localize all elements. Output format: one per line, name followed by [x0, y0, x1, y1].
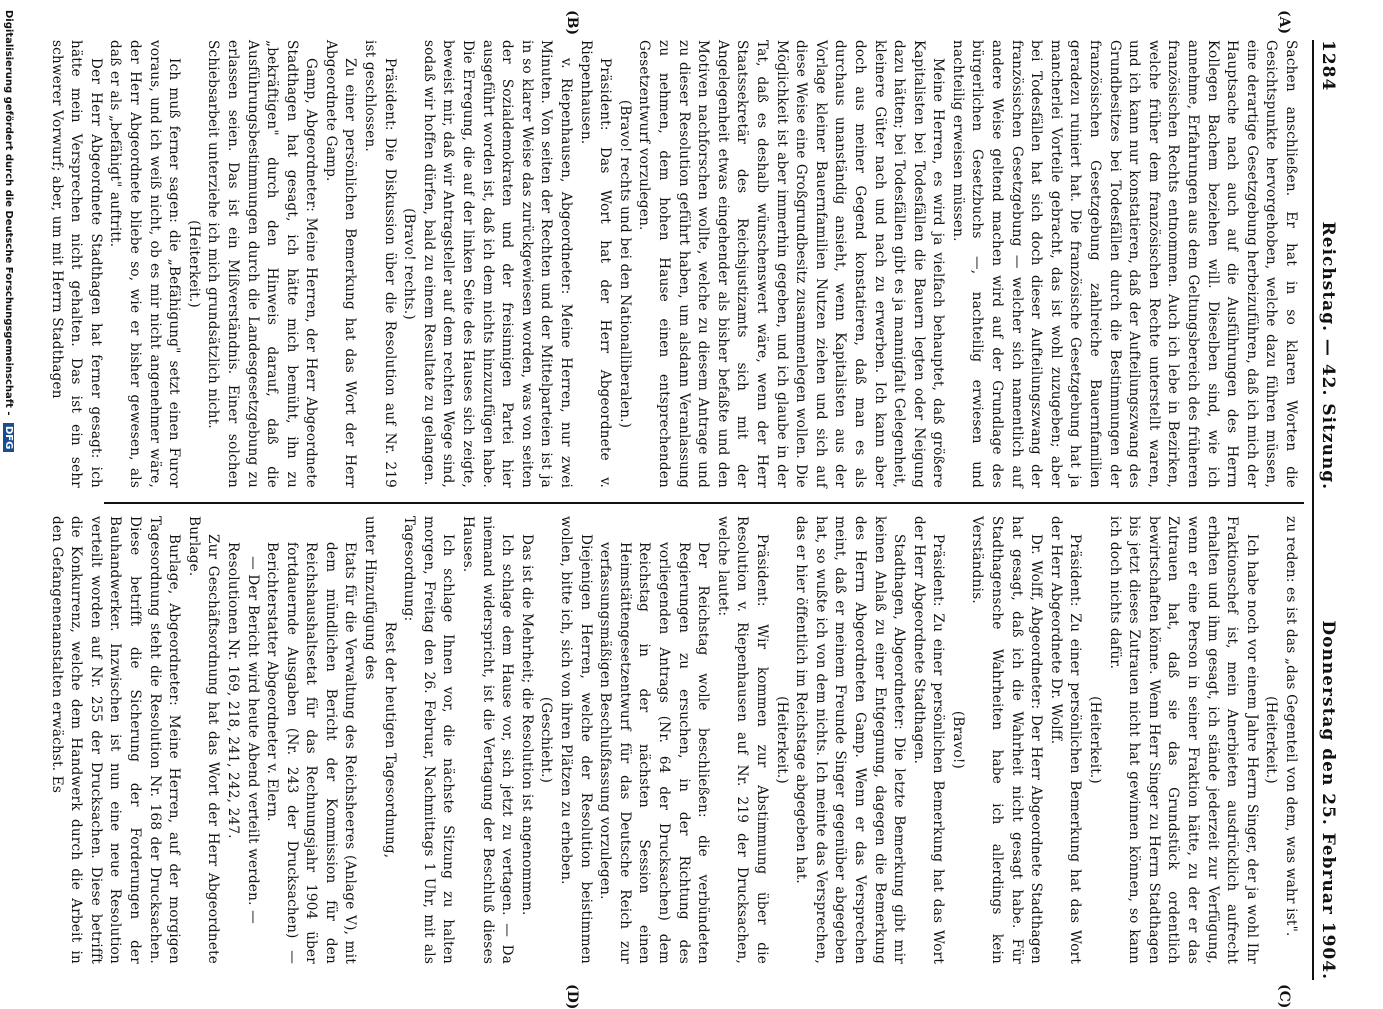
session-title: Reichstag. — 42. Sitzung.: [1318, 221, 1338, 491]
paragraph: Ich muß ferner sagen: die „Befähigung" setzt einen Furor voraus, und ich weiß nicht, ob es mir nicht angenehmer wäre, der Herr Abgeordnete bliebe so, wie er bisher gewesen, als daß er als „befähigt" auftritt.: [107, 40, 183, 488]
paragraph: v. Riepenhausen, Abgeordneter: Meine Herren, nur zwei Minuten. Von seiten der Rechten und der Mittelparteien ist ja in so klarer Weise das zurückgewiesen worden, was von seiten der Sozialdemokraten und der freisinnigen Partei hier ausgeführt worden ist, daß ich dem nichts hinzuzufügen habe. Die Erregung, die auf der linken Seite des Hauses sich zeigte, beweist mir, daß wir Antragsteller auf dem rechten Wege sind, sodaß wir hoffen dürfen, bald zu einem Resultate zu gelangen.: [420, 40, 575, 488]
paragraph: Präsident: Die Diskussion über die Resolution auf Nr. 219 ist geschlossen.: [362, 40, 398, 488]
left-column: [48, 40, 1300, 488]
agenda-item: Etats für die Verwaltung des Reichsheeres (Anlage V), mit dem mündlichen Bericht der Kommission für den Reichshaushaltsetat für das Rechnungsjahr 1904 über fortdauernde Ausgaben (Nr. 243 der Drucksachen) — Berichterstatter Abgeordneter v. Elern.: [264, 542, 359, 964]
agenda-item: Rest der heutigen Tagesordnung,: [381, 621, 398, 859]
session-date: Donnerstag den 25. Februar 1904.: [1318, 620, 1338, 980]
paragraph: Gamp, Abgeordneter: Meine Herren, der Herr Abgeordnete Stadthagen hat gesagt, ich hätte mich bemüht, ihn zu „bekräftigen" durch den Hinweis darauf, daß die Ausführungsbestimmungen durch die Landesgesetzgebung zu erlassen seien. Das ist ein Mißverständnis. Einer solchen Schiebsarbeit unterziehe ich mich grundsätzlich nicht.: [205, 40, 320, 488]
paragraph: Ich schlage Ihnen vor, die nächste Sitzung zu halten morgen, Freitag den 26. Februar, Nachmittags 1 Uhr, mit als Tagesordnung:: [401, 516, 457, 964]
interjection: (Heiterkeit.): [185, 220, 202, 308]
right-column: [48, 516, 1300, 964]
paragraph: Präsident: Zu einer persönlichen Bemerkung hat das Wort der Herr Abgeordnete Stadthagen.: [910, 516, 947, 964]
paragraph: Präsident: Zu einer persönlichen Bemerkung hat das Wort der Herr Abgeordnete Dr. Wolff.: [1047, 516, 1084, 964]
note: — Der Bericht wird heute Abend verteilt werden. —: [244, 556, 261, 924]
interjection: (Heiterkeit.): [773, 696, 790, 784]
document-page: [48, 10, 1340, 1009]
resolution-text: Der Reichstag wolle beschließen: die verbündeten Regierungen zu ersuchen, in der Richtung des vorliegenden Antrags (Nr. 64 der Drucksachen) dem Reichstag in der nächsten Session einen Heimstättengesetzentwurf für das Deutsche Reich zur verfassungsmäßigen Beschlußfassung vorzulegen.: [597, 542, 712, 964]
interjection: (Bravo! rechts und bei den Nationalliberalen.): [616, 99, 633, 429]
paragraph: Der Herr Abgeordnete Stadthagen hat ferner gesagt: ich hätte mein Versprechen nicht gehalten. Das ist ein sehr schwerer Vorwurf; aber, um mit Herrn Stadthagen: [48, 40, 104, 488]
paragraph: Zur Geschäftsordnung hat das Wort der Herr Abgeordnete Burlage.: [185, 516, 222, 964]
interjection: (Heiterkeit.): [1263, 696, 1280, 784]
interjection: (Geschieht.): [538, 696, 555, 784]
paragraph: Diejenigen Herren, welche der Resolution beistimmen wollen, bitte ich, sich von ihren Plätzen zu erheben.: [558, 516, 594, 964]
margin-letter-b: (B): [564, 10, 580, 36]
paragraph: Präsident: Das Wort hat der Herr Abgeordnete v. Riepenhausen.: [577, 40, 614, 488]
column-divider: [104, 502, 1304, 504]
page-header: [1312, 40, 1340, 980]
interjection: (Heiterkeit.): [1087, 696, 1104, 784]
margin-letter-a: (A): [1276, 10, 1292, 35]
paragraph: unter Hinzufügung des: [362, 516, 379, 680]
paragraph: Burlage, Abgeordneter: Meine Herren, auf der morgigen Tagesordnung steht die Resolution Nr. 168 der Drucksachen. Diese betrifft die Sicherung der Forderungen der Bauhandwerker. Inzwischen ist nun eine neue Resolution verteilt worden auf Nr. 255 der Drucksachen. Diese betrifft die Konkurrenz, welche dem Handwerk durch die Arbeit in den Gefangenenanstalten erwächst. Es: [48, 516, 183, 964]
paragraph: zu reden: es ist das „das Gegenteil von dem, was wahr ist".: [1283, 516, 1299, 937]
funding-note-text: Digitalisierung gefördert durch die Deutsche Forschungsgemeinschaft -: [3, 10, 14, 416]
paragraph: Sachen anschließen. Er hat in so klaren Worten die Gesichtspunkte hervorgehoben, welche dazu führen müssen, eine derartige Gesetzgebung herbeizuführen, daß ich mich der Hauptsache nach auch auf die Ausführungen des Herrn Kollegen Bachem beziehen will. Dieselben sind, wie ich annehme, Erfahrungen aus dem Geltungsbereich des früheren französischen Rechts entnommen. Auch ich lebe in Bezirken, welche früher dem französischen Rechte unterstellt waren, und ich kann nur konstatieren, daß der Aufteilungszwang des Grundbesitzes bei Todesfällen durch die Bestimmungen der französischen Gesetzgebung zahlreiche Bauernfamilien geradezu ruiniert hat. Die französische Gesetzgebung hat ja mancherlei Vorteile gebracht, das ist wohl zuzugeben; aber bei Todesfällen hat sich doch dieser Aufteilungszwang der französischen Gesetzgebung — welcher sich namentlich auf andere Weise geltend machen wird auf der Grundlage des bürgerlichen Gesetzbuchs —, nachteilig erwiesen und nachteilig erweisen müssen.: [949, 40, 1299, 488]
page-number: 1284: [1318, 40, 1338, 92]
paragraph: Zu einer persönlichen Bemerkung hat das Wort der Herr Abgeordnete Gamp.: [322, 40, 359, 488]
dfg-logo-label: DFG: [3, 423, 14, 452]
paragraph: Das ist die Mehrheit; die Resolution ist angenommen.: [518, 534, 535, 916]
funding-note: [2, 10, 14, 990]
interjection: (Bravo! rechts.): [401, 208, 418, 320]
paragraph: Präsident: Wir kommen zur Abstimmung über die Resolution v. Riepenhausen auf Nr. 219 der Drucksachen, welche lautet:: [714, 516, 770, 964]
paragraph: Ich schlage dem Hause vor, sich jetzt zu vertagen. — Da niemand widerspricht, ist die Vertagung der Beschluß dieses Hauses.: [460, 516, 516, 964]
margin-letter-c: (C): [1276, 984, 1292, 1009]
paragraph: Ich habe noch vor einem Jahre Herrn Singer, der ja wohl Ihr Fraktionschef ist, mein Anerbieten ausdrücklich aufrecht erhalten und ihm gesagt, ich stände jederzeit zur Verfügung, wenn er eine Person in seiner Fraktion hätte, zu der er das Zutrauen hat, daß sie das Grundstück ordentlich bewirtschaften könne. Wenn Herr Singer zu Herrn Stadthagen bis jetzt dieses Zutrauen nicht hat gewinnen können, so kann ich doch nichts dafür.: [1106, 516, 1260, 964]
paragraph: Meine Herren, es wird ja vielfach behauptet, daß größere Kapitalisten bei Todesfällen die Bauern legten oder Neigung dazu hätten; bei Todesfällen gibt es ja mannigfalt Gelegenheit, kleinere Güter nach und nach zu erwerben. Ich kann aber doch aus meiner Gegend konstatieren, daß man es als durchaus unanständig ansieht, wenn Kapitalisten aus der Vorlage kleiner Bauernfamilien Nutzen ziehen und sich auf diese Weise eine Großgrundbesitz zusammenlegen wollen. Die Möglichkeit ist aber immerhin gegeben, und ich glaube in der Tat, daß es deshalb wünschenswert wäre, wenn der Herr Staatssekretär des Reichsjustizamts sich mit der Angelegenheit etwas eingehender als bisher befaßte und den Motiven nachforschen wollte, welche zu diesem Antrage und zu dieser Resolution geführt haben, um alsdann Veranlassung zu nehmen, dem hohen Hause einen entsprechenden Gesetzentwurf vorzulegen.: [636, 40, 947, 488]
agenda-item: Resolutionen Nr. 169, 218, 241, 242, 247.: [224, 542, 241, 839]
interjection: (Bravo!): [949, 710, 966, 770]
paragraph: Stadthagen, Abgeordneter: Die letzte Bemerkung gibt mir keinen Anlaß zu einer Entgegnung, dagegen die Bemerkung des Herrn Abgeordneten Gamp. Wenn er das Versprechen meint, daß er meinem Freunde Singer gegenüber abgegeben hat, so wußte ich von dem nichts. Ich meinte das Versprechen, das er hier öffentlich im Reichstage abgegeben hat.: [793, 516, 908, 964]
margin-letter-d: (D): [564, 984, 580, 1009]
paragraph: Dr. Wolff, Abgeordneter: Der Herr Abgeordnete Stadthagen hat gesagt, daß ich die Wahrheit nicht gesagt habe. Für Stadthagensche Wahrheiten habe ich allerdings kein Verständnis.: [969, 516, 1045, 964]
